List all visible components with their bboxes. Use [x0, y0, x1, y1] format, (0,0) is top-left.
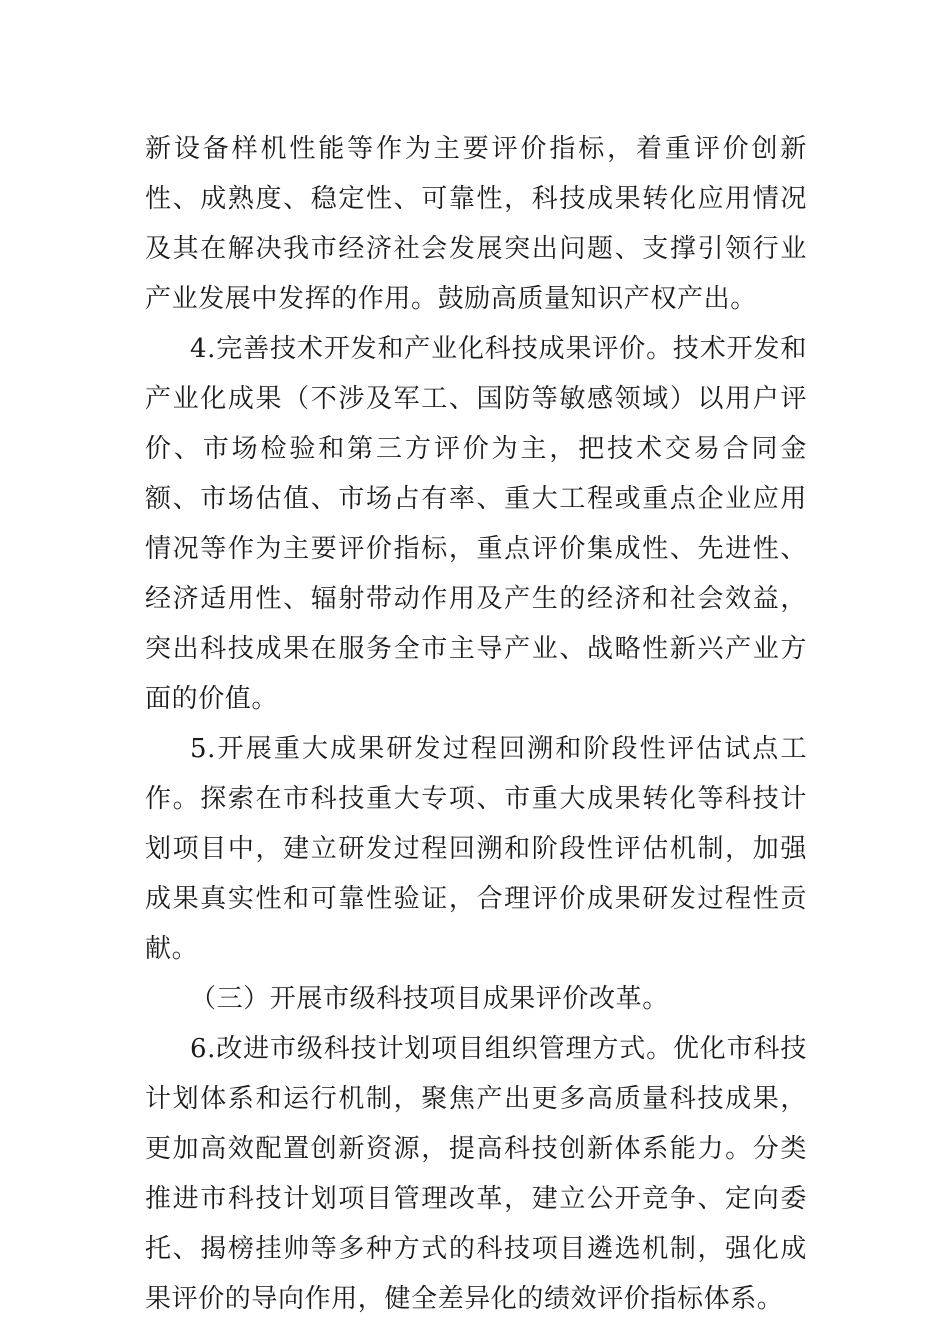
document-page	[145, 124, 807, 1324]
paragraph-item-4: 4.完善技术开发和产业化科技成果评价。技术开发和产业化成果（不涉及军工、国防等敏感领域）以用户评价、市场检验和第三方评价为主，把技术交易合同金额、市场估值、市场占有率、重大工程或重点企业应用情况等作为主要评价指标，重点评价集成性、先进性、经济适用性、辐射带动作用及产生的经济和社会效益，突出科技成果在服务全市主导产业、战略性新兴产业方面的价值。	[145, 334, 807, 714]
section-heading-3: （三）开展市级科技项目成果评价改革。	[190, 984, 669, 1014]
paragraph-item-5: 5.开展重大成果研发过程回溯和阶段性评估试点工作。探索在市科技重大专项、市重大成果转化等科技计划项目中，建立研发过程回溯和阶段性评估机制，加强成果真实性和可靠性验证，合理评价成果研发过程性贡献。	[145, 734, 807, 964]
paragraph-item-6: 6.改进市级科技计划项目组织管理方式。优化市科技计划体系和运行机制，聚焦产出更多高质量科技成果，更加高效配置创新资源，提高科技创新体系能力。分类推进市科技计划项目管理改革，建立公开竞争、定向委托、揭榜挂帅等多种方式的科技项目遴选机制，强化成果评价的导向作用，健全差异化的绩效评价指标体系。	[145, 1034, 807, 1314]
paragraph-continuation: 新设备样机性能等作为主要评价指标，着重评价创新性、成熟度、稳定性、可靠性，科技成果转化应用情况及其在解决我市经济社会发展突出问题、支撑引领行业产业发展中发挥的作用。鼓励高质量知识产权产出。	[145, 134, 807, 314]
